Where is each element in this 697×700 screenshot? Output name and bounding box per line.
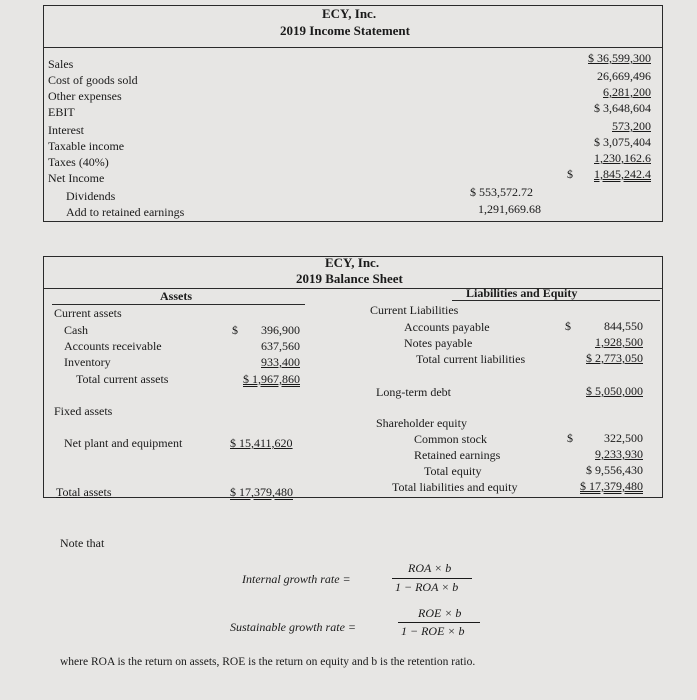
value-taxable-income: $ 3,075,404 [594, 135, 651, 149]
label-cogs: Cost of goods sold [48, 73, 138, 87]
internal-growth-denominator: 1 − ROA × b [395, 580, 459, 594]
label-retained-earnings: Retained earnings [414, 448, 501, 462]
label-cash: Cash [64, 323, 88, 337]
sustainable-growth-denominator: 1 − ROE × b [401, 624, 465, 638]
label-long-term-debt: Long-term debt [376, 385, 451, 399]
label-interest: Interest [48, 123, 84, 137]
value-common-stock: 322,500 [604, 431, 643, 445]
label-total-current-assets: Total current assets [76, 372, 169, 386]
label-net-plant: Net plant and equipment [64, 436, 183, 450]
value-net-income: 1,845,242.4 [594, 167, 651, 181]
value-sales: $ 36,599,300 [588, 51, 651, 65]
label-total-assets: Total assets [56, 485, 112, 499]
label-total-equity: Total equity [424, 464, 482, 478]
label-fixed-assets: Fixed assets [54, 404, 113, 418]
balance-company: ECY, Inc. [325, 255, 380, 270]
label-common-stock: Common stock [414, 432, 488, 446]
label-current-liabilities: Current Liabilities [370, 303, 459, 317]
note-intro: Note that [60, 536, 105, 550]
value-accounts-receivable: 637,560 [261, 339, 300, 353]
value-total-current-assets: $ 1,967,860 [243, 372, 300, 386]
value-total-current-liabilities: $ 2,773,050 [586, 351, 643, 365]
value-net-plant: $ 15,411,620 [230, 436, 293, 450]
internal-growth-label: Internal growth rate = [242, 572, 351, 586]
value-other-expenses: 6,281,200 [603, 85, 651, 99]
value-interest: 573,200 [612, 119, 651, 133]
internal-growth-fraction-bar [392, 578, 472, 579]
label-taxable-income: Taxable income [48, 139, 125, 153]
sustainable-growth-fraction-bar [398, 622, 480, 623]
value-long-term-debt: $ 5,050,000 [586, 384, 643, 398]
value-cash: 396,900 [261, 323, 300, 337]
label-net-income: Net Income [48, 171, 105, 185]
label-ebit: EBIT [48, 105, 75, 119]
value-ebit: $ 3,648,604 [594, 101, 651, 115]
label-dividends: Dividends [66, 189, 116, 203]
label-notes-payable: Notes payable [404, 336, 473, 350]
value-taxes: 1,230,162.6 [594, 151, 651, 165]
value-retained-earnings: 9,233,930 [595, 447, 643, 461]
internal-growth-numerator: ROA × b [408, 561, 452, 575]
income-company: ECY, Inc. [322, 6, 377, 21]
value-accounts-payable: 844,550 [604, 319, 643, 333]
label-add-retained: Add to retained earnings [66, 205, 185, 219]
sustainable-growth-numerator: ROE × b [418, 606, 462, 620]
value-total-equity: $ 9,556,430 [586, 463, 643, 477]
value-total-liabilities-equity: $ 17,379,480 [580, 479, 643, 493]
label-accounts-payable: Accounts payable [404, 320, 490, 334]
value-cogs: 26,669,496 [597, 69, 651, 83]
label-current-assets: Current assets [54, 306, 122, 320]
note-footer: where ROA is the return on assets, ROE is the return on equity and b is the retention ratio. [60, 656, 476, 668]
value-notes-payable: 1,928,500 [595, 335, 643, 349]
label-total-current-liabilities: Total current liabilities [416, 352, 526, 366]
value-net-income-sign: $ [567, 167, 573, 181]
label-inventory: Inventory [64, 355, 111, 369]
value-dividends: $ 553,572.72 [470, 185, 533, 199]
balance-title: 2019 Balance Sheet [296, 271, 403, 286]
income-title: 2019 Income Statement [280, 23, 410, 38]
value-add-retained: 1,291,669.68 [478, 202, 541, 216]
value-common-sign: $ [567, 431, 573, 445]
value-inventory: 933,400 [261, 355, 300, 369]
label-accounts-receivable: Accounts receivable [64, 339, 162, 353]
assets-header: Assets [160, 289, 192, 303]
label-sales: Sales [48, 57, 74, 71]
label-total-liabilities-equity: Total liabilities and equity [392, 480, 518, 494]
liab-header-divider [452, 300, 660, 301]
sustainable-growth-label: Sustainable growth rate = [230, 620, 356, 634]
label-other-expenses: Other expenses [48, 89, 122, 103]
value-total-assets: $ 17,379,480 [230, 485, 293, 499]
assets-header-divider [52, 304, 305, 305]
label-shareholder-equity: Shareholder equity [376, 416, 467, 430]
label-taxes: Taxes (40%) [48, 155, 109, 169]
value-cash-sign: $ [232, 323, 238, 337]
value-ap-sign: $ [565, 319, 571, 333]
income-header-divider [43, 47, 663, 48]
liab-header: Liabilities and Equity [466, 286, 578, 300]
